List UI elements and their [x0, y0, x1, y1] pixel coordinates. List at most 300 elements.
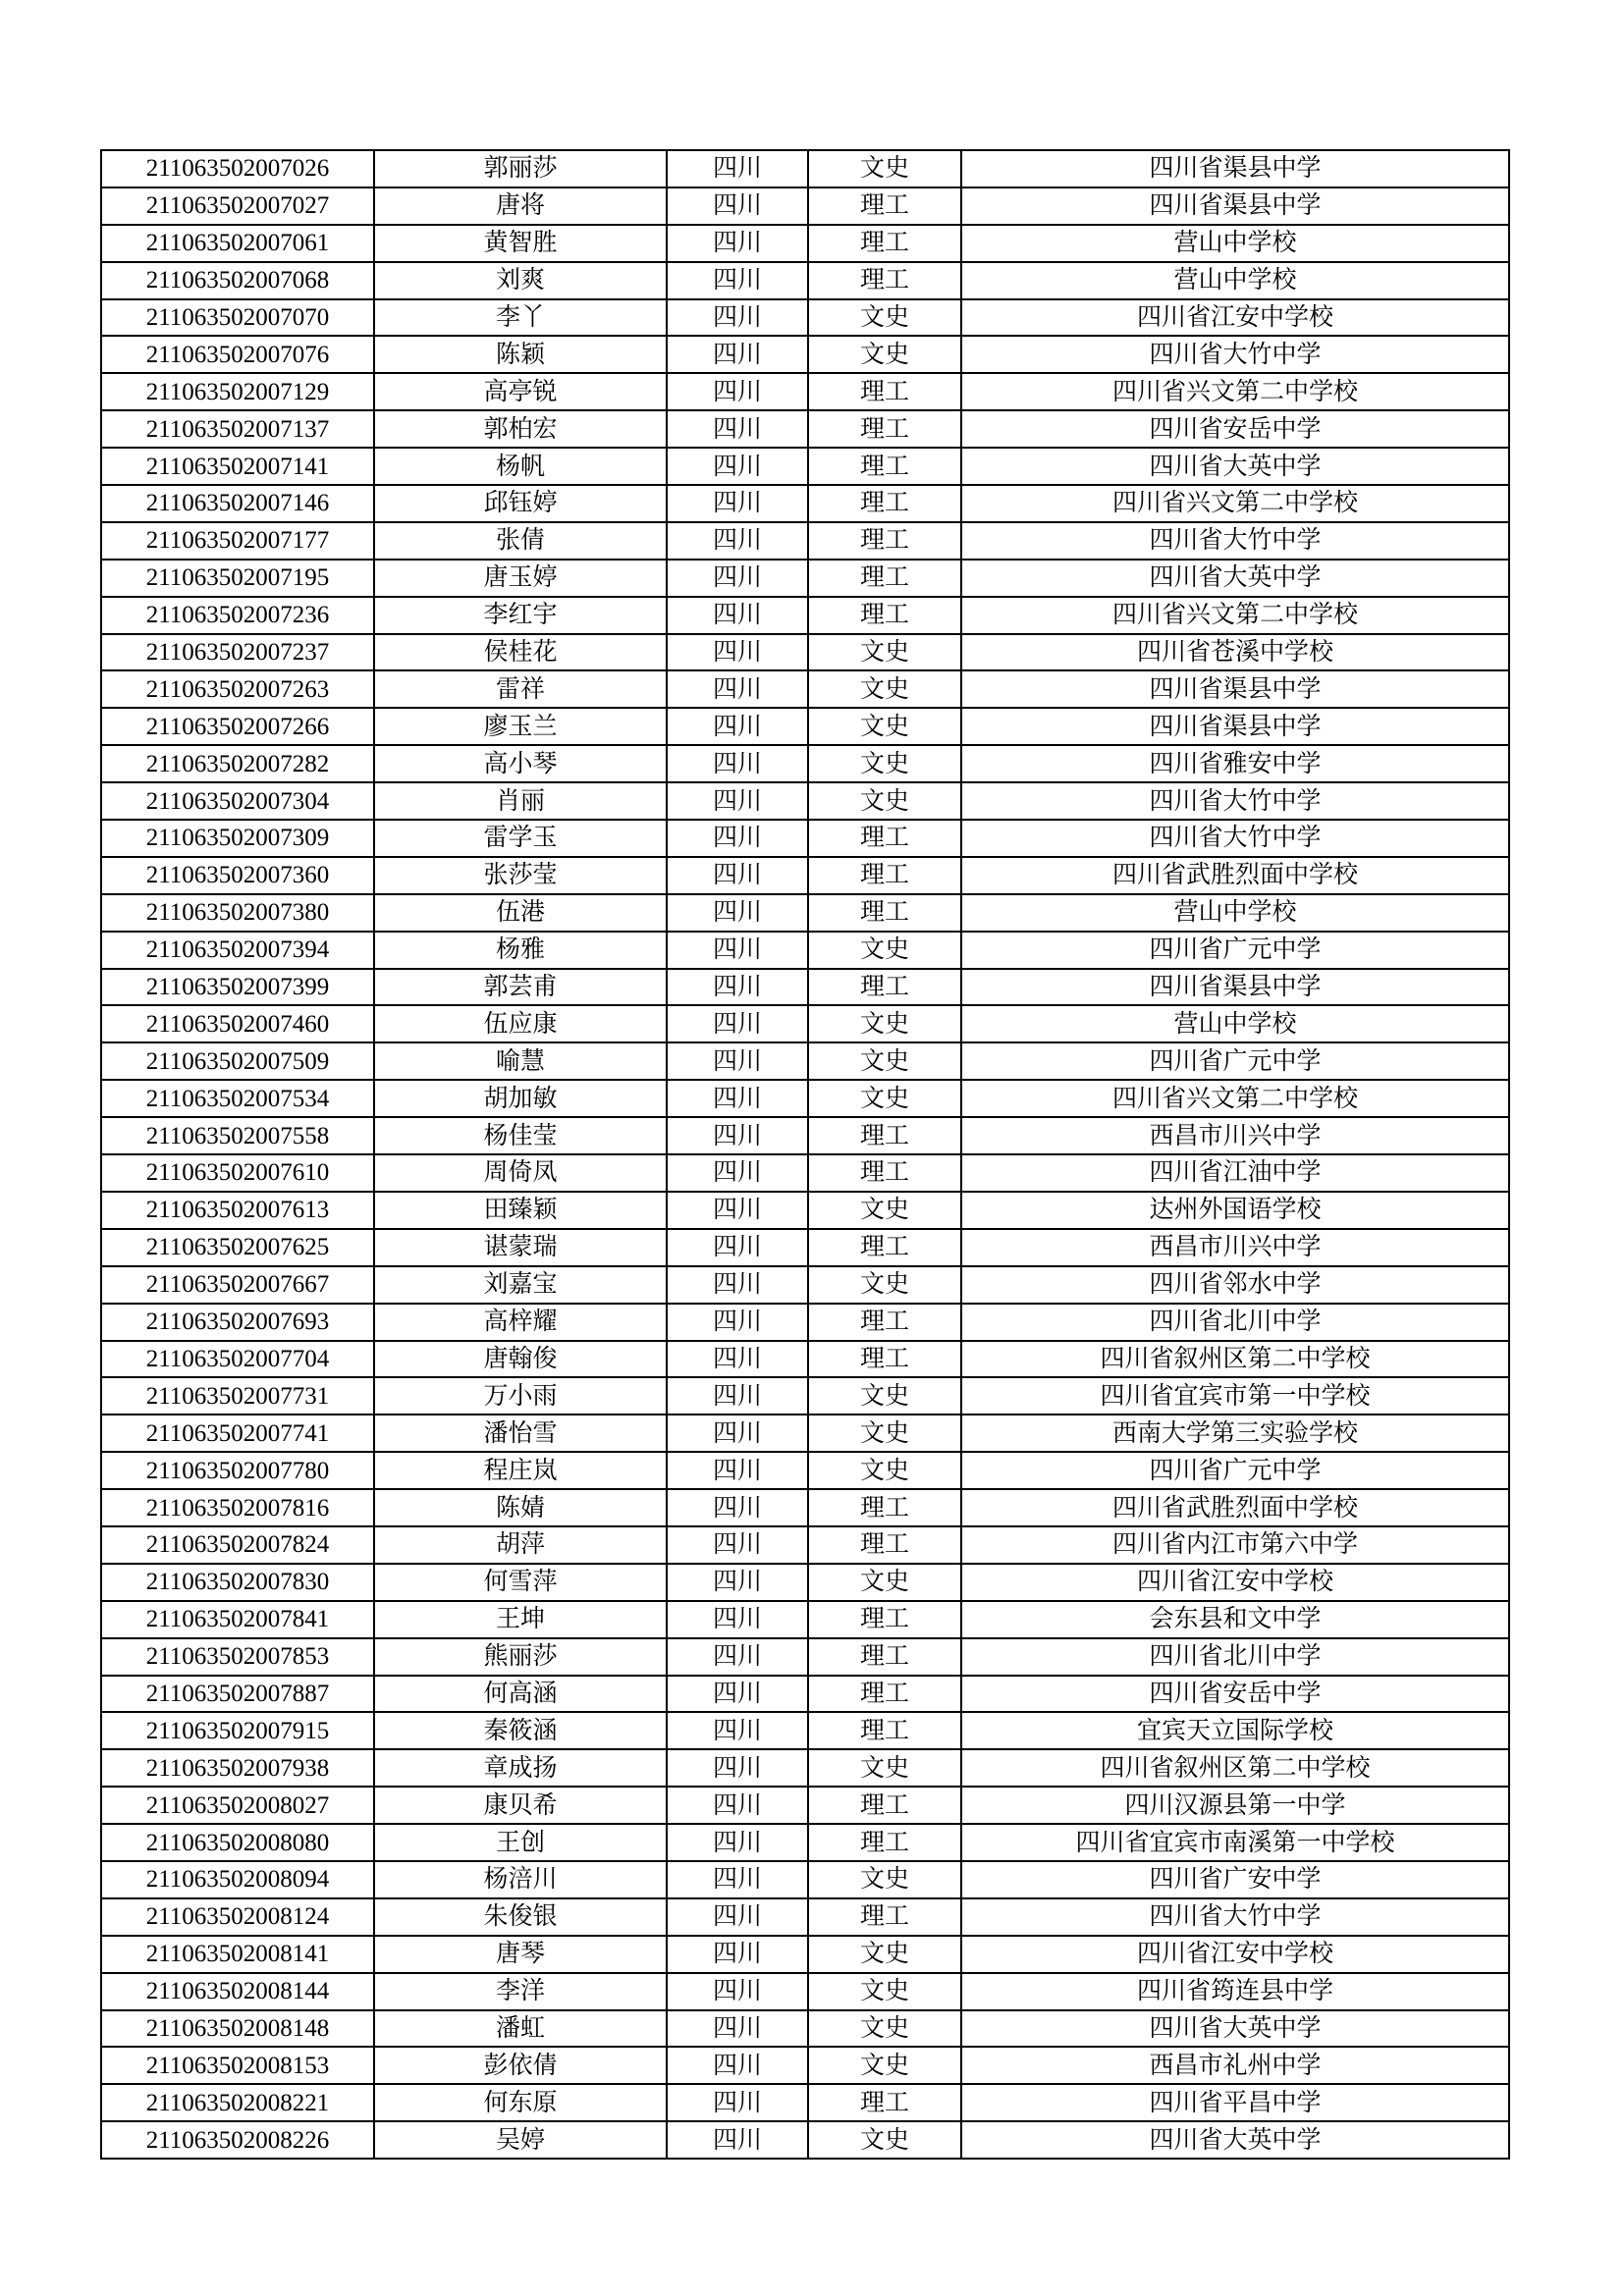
province-cell: 四川 [667, 820, 808, 857]
exam-id-cell: 211063502007824 [101, 1526, 374, 1564]
province-cell: 四川 [667, 1676, 808, 1713]
subject-track-cell: 文史 [808, 932, 961, 969]
table-row [101, 932, 1509, 969]
exam-id-cell: 211063502007534 [101, 1080, 374, 1117]
school-cell: 四川省兴文第二中学校 [961, 597, 1509, 634]
exam-id-cell: 211063502007887 [101, 1676, 374, 1713]
province-cell: 四川 [667, 894, 808, 932]
exam-id-cell: 211063502007070 [101, 299, 374, 337]
province-cell: 四川 [667, 597, 808, 634]
exam-id-cell: 211063502007195 [101, 560, 374, 597]
province-cell: 四川 [667, 522, 808, 560]
table-row [101, 1601, 1509, 1638]
subject-track-cell: 文史 [808, 1042, 961, 1080]
name-cell: 彭依倩 [374, 2047, 667, 2084]
subject-track-cell: 理工 [808, 1824, 961, 1861]
name-cell: 廖玉兰 [374, 708, 667, 745]
table-row [101, 262, 1509, 299]
name-cell: 陈颖 [374, 336, 667, 373]
school-cell: 四川省兴文第二中学校 [961, 1080, 1509, 1117]
school-cell: 四川省渠县中学 [961, 670, 1509, 708]
subject-track-cell: 文史 [808, 1564, 961, 1601]
exam-id-cell: 211063502007129 [101, 373, 374, 410]
school-cell: 四川省大竹中学 [961, 1898, 1509, 1936]
province-cell: 四川 [667, 150, 808, 187]
name-cell: 陈婧 [374, 1489, 667, 1526]
name-cell: 唐玉婷 [374, 560, 667, 597]
province-cell: 四川 [667, 410, 808, 448]
subject-track-cell: 文史 [808, 336, 961, 373]
province-cell: 四川 [667, 1489, 808, 1526]
subject-track-cell: 文史 [808, 2010, 961, 2048]
exam-id-cell: 211063502008124 [101, 1898, 374, 1936]
name-cell: 雷学玉 [374, 820, 667, 857]
name-cell: 周倚凤 [374, 1154, 667, 1192]
name-cell: 谌蒙瑞 [374, 1229, 667, 1266]
table-row [101, 634, 1509, 671]
table-row [101, 1304, 1509, 1341]
school-cell: 四川省渠县中学 [961, 969, 1509, 1006]
province-cell: 四川 [667, 1898, 808, 1936]
name-cell: 郭柏宏 [374, 410, 667, 448]
table-row [101, 1564, 1509, 1601]
exam-id-cell: 211063502007731 [101, 1377, 374, 1415]
table-row [101, 1973, 1509, 2010]
subject-track-cell: 理工 [808, 225, 961, 262]
province-cell: 四川 [667, 1080, 808, 1117]
province-cell: 四川 [667, 1005, 808, 1042]
subject-track-cell: 理工 [808, 1526, 961, 1564]
table-row [101, 1080, 1509, 1117]
province-cell: 四川 [667, 1304, 808, 1341]
name-cell: 田臻颖 [374, 1192, 667, 1229]
subject-track-cell: 文史 [808, 634, 961, 671]
province-cell: 四川 [667, 1229, 808, 1266]
table-row [101, 1898, 1509, 1936]
exam-id-cell: 211063502007068 [101, 262, 374, 299]
subject-track-cell: 文史 [808, 299, 961, 337]
province-cell: 四川 [667, 2047, 808, 2084]
name-cell: 喻慧 [374, 1042, 667, 1080]
province-cell: 四川 [667, 225, 808, 262]
province-cell: 四川 [667, 2010, 808, 2048]
subject-track-cell: 文史 [808, 1377, 961, 1415]
table-row [101, 1526, 1509, 1564]
province-cell: 四川 [667, 1377, 808, 1415]
exam-id-cell: 211063502007816 [101, 1489, 374, 1526]
table-row [101, 1341, 1509, 1378]
subject-track-cell: 理工 [808, 1341, 961, 1378]
table-row [101, 782, 1509, 820]
exam-id-cell: 211063502007360 [101, 857, 374, 894]
name-cell: 胡加敏 [374, 1080, 667, 1117]
subject-track-cell: 理工 [808, 1489, 961, 1526]
subject-track-cell: 理工 [808, 1229, 961, 1266]
subject-track-cell: 理工 [808, 187, 961, 225]
school-cell: 达州外国语学校 [961, 1192, 1509, 1229]
exam-id-cell: 211063502007076 [101, 336, 374, 373]
school-cell: 西南大学第三实验学校 [961, 1415, 1509, 1452]
name-cell: 侯桂花 [374, 634, 667, 671]
subject-track-cell: 理工 [808, 485, 961, 522]
school-cell: 营山中学校 [961, 262, 1509, 299]
subject-track-cell: 文史 [808, 782, 961, 820]
school-cell: 四川省叙州区第二中学校 [961, 1341, 1509, 1378]
exam-id-cell: 211063502007394 [101, 932, 374, 969]
table-row [101, 373, 1509, 410]
name-cell: 张倩 [374, 522, 667, 560]
province-cell: 四川 [667, 1638, 808, 1676]
name-cell: 王坤 [374, 1601, 667, 1638]
name-cell: 高亭锐 [374, 373, 667, 410]
exam-id-cell: 211063502007625 [101, 1229, 374, 1266]
school-cell: 四川省兴文第二中学校 [961, 485, 1509, 522]
exam-id-cell: 211063502008094 [101, 1861, 374, 1898]
school-cell: 四川省广安中学 [961, 1861, 1509, 1898]
table-row [101, 336, 1509, 373]
school-cell: 四川省叙州区第二中学校 [961, 1749, 1509, 1787]
table-row [101, 485, 1509, 522]
subject-track-cell: 理工 [808, 560, 961, 597]
exam-id-cell: 211063502008221 [101, 2084, 374, 2121]
subject-track-cell: 文史 [808, 1936, 961, 1973]
school-cell: 四川省安岳中学 [961, 410, 1509, 448]
exam-id-cell: 211063502007741 [101, 1415, 374, 1452]
province-cell: 四川 [667, 1601, 808, 1638]
exam-id-cell: 211063502007061 [101, 225, 374, 262]
name-cell: 雷祥 [374, 670, 667, 708]
name-cell: 杨涪川 [374, 1861, 667, 1898]
school-cell: 四川省宜宾市第一中学校 [961, 1377, 1509, 1415]
school-cell: 会东县和文中学 [961, 1601, 1509, 1638]
school-cell: 四川省大英中学 [961, 448, 1509, 485]
exam-id-cell: 211063502008080 [101, 1824, 374, 1861]
exam-id-cell: 211063502008153 [101, 2047, 374, 2084]
school-cell: 四川省苍溪中学校 [961, 634, 1509, 671]
table-row [101, 1712, 1509, 1749]
school-cell: 四川省北川中学 [961, 1304, 1509, 1341]
subject-track-cell: 理工 [808, 1898, 961, 1936]
school-cell: 营山中学校 [961, 894, 1509, 932]
province-cell: 四川 [667, 485, 808, 522]
province-cell: 四川 [667, 1415, 808, 1452]
school-cell: 四川省江安中学校 [961, 299, 1509, 337]
province-cell: 四川 [667, 670, 808, 708]
province-cell: 四川 [667, 708, 808, 745]
table-row [101, 1377, 1509, 1415]
subject-track-cell: 理工 [808, 1117, 961, 1154]
exam-id-cell: 211063502007693 [101, 1304, 374, 1341]
subject-track-cell: 理工 [808, 894, 961, 932]
table-row [101, 2047, 1509, 2084]
province-cell: 四川 [667, 373, 808, 410]
subject-track-cell: 理工 [808, 1676, 961, 1713]
province-cell: 四川 [667, 1117, 808, 1154]
table-row [101, 1117, 1509, 1154]
table-row [101, 2010, 1509, 2048]
table-row [101, 1936, 1509, 1973]
exam-id-cell: 211063502007266 [101, 708, 374, 745]
table-row [101, 969, 1509, 1006]
province-cell: 四川 [667, 262, 808, 299]
subject-track-cell: 文史 [808, 150, 961, 187]
province-cell: 四川 [667, 1564, 808, 1601]
exam-id-cell: 211063502007558 [101, 1117, 374, 1154]
exam-id-cell: 211063502007282 [101, 745, 374, 782]
subject-track-cell: 文史 [808, 1861, 961, 1898]
table-body [101, 150, 1509, 2159]
province-cell: 四川 [667, 1749, 808, 1787]
table-row [101, 1192, 1509, 1229]
subject-track-cell: 文史 [808, 1749, 961, 1787]
exam-id-cell: 211063502007237 [101, 634, 374, 671]
name-cell: 李红宇 [374, 597, 667, 634]
name-cell: 刘嘉宝 [374, 1266, 667, 1304]
exam-id-cell: 211063502007263 [101, 670, 374, 708]
subject-track-cell: 理工 [808, 410, 961, 448]
subject-track-cell: 理工 [808, 522, 961, 560]
table-row [101, 150, 1509, 187]
school-cell: 四川省大英中学 [961, 2121, 1509, 2159]
name-cell: 杨雅 [374, 932, 667, 969]
province-cell: 四川 [667, 448, 808, 485]
name-cell: 邱钰婷 [374, 485, 667, 522]
subject-track-cell: 文史 [808, 2047, 961, 2084]
subject-track-cell: 文史 [808, 708, 961, 745]
table-row [101, 1415, 1509, 1452]
exam-id-cell: 211063502007146 [101, 485, 374, 522]
province-cell: 四川 [667, 969, 808, 1006]
subject-track-cell: 理工 [808, 1304, 961, 1341]
school-cell: 宜宾天立国际学校 [961, 1712, 1509, 1749]
name-cell: 李洋 [374, 1973, 667, 2010]
school-cell: 四川省大英中学 [961, 2010, 1509, 2048]
name-cell: 唐琴 [374, 1936, 667, 1973]
table-row [101, 187, 1509, 225]
exam-id-cell: 211063502008144 [101, 1973, 374, 2010]
subject-track-cell: 理工 [808, 1601, 961, 1638]
school-cell: 四川汉源县第一中学 [961, 1787, 1509, 1824]
school-cell: 四川省大竹中学 [961, 820, 1509, 857]
province-cell: 四川 [667, 782, 808, 820]
table-row [101, 299, 1509, 337]
subject-track-cell: 文史 [808, 670, 961, 708]
province-cell: 四川 [667, 1192, 808, 1229]
school-cell: 四川省宜宾市南溪第一中学校 [961, 1824, 1509, 1861]
subject-track-cell: 理工 [808, 1712, 961, 1749]
province-cell: 四川 [667, 1341, 808, 1378]
province-cell: 四川 [667, 560, 808, 597]
province-cell: 四川 [667, 1042, 808, 1080]
school-cell: 四川省江油中学 [961, 1154, 1509, 1192]
table-row [101, 1229, 1509, 1266]
exam-id-cell: 211063502007841 [101, 1601, 374, 1638]
subject-track-cell: 理工 [808, 2084, 961, 2121]
school-cell: 四川省筠连县中学 [961, 1973, 1509, 2010]
province-cell: 四川 [667, 2084, 808, 2121]
subject-track-cell: 理工 [808, 820, 961, 857]
exam-id-cell: 211063502008141 [101, 1936, 374, 1973]
subject-track-cell: 文史 [808, 1192, 961, 1229]
exam-id-cell: 211063502007667 [101, 1266, 374, 1304]
subject-track-cell: 文史 [808, 1415, 961, 1452]
school-cell: 四川省武胜烈面中学校 [961, 1489, 1509, 1526]
table-row [101, 820, 1509, 857]
school-cell: 四川省大竹中学 [961, 782, 1509, 820]
name-cell: 唐翰俊 [374, 1341, 667, 1378]
table-row [101, 2084, 1509, 2121]
exam-id-cell: 211063502008027 [101, 1787, 374, 1824]
name-cell: 何雪萍 [374, 1564, 667, 1601]
table-row [101, 708, 1509, 745]
school-cell: 四川省兴文第二中学校 [961, 373, 1509, 410]
subject-track-cell: 理工 [808, 1638, 961, 1676]
province-cell: 四川 [667, 187, 808, 225]
table-row [101, 1154, 1509, 1192]
name-cell: 高梓耀 [374, 1304, 667, 1341]
province-cell: 四川 [667, 634, 808, 671]
exam-id-cell: 211063502007853 [101, 1638, 374, 1676]
table-row [101, 1824, 1509, 1861]
subject-track-cell: 文史 [808, 1266, 961, 1304]
table-row [101, 522, 1509, 560]
table-row [101, 1005, 1509, 1042]
name-cell: 杨佳莹 [374, 1117, 667, 1154]
subject-track-cell: 理工 [808, 969, 961, 1006]
name-cell: 杨帆 [374, 448, 667, 485]
province-cell: 四川 [667, 1787, 808, 1824]
subject-track-cell: 理工 [808, 1787, 961, 1824]
school-cell: 四川省大竹中学 [961, 336, 1509, 373]
exam-id-cell: 211063502007399 [101, 969, 374, 1006]
subject-track-cell: 理工 [808, 373, 961, 410]
table-row [101, 410, 1509, 448]
exam-id-cell: 211063502007309 [101, 820, 374, 857]
exam-id-cell: 211063502007610 [101, 1154, 374, 1192]
table-row [101, 1787, 1509, 1824]
table-row [101, 1861, 1509, 1898]
table-row [101, 1452, 1509, 1489]
exam-id-cell: 211063502007830 [101, 1564, 374, 1601]
exam-id-cell: 211063502007236 [101, 597, 374, 634]
exam-id-cell: 211063502007137 [101, 410, 374, 448]
name-cell: 秦筱涵 [374, 1712, 667, 1749]
school-cell: 四川省大英中学 [961, 560, 1509, 597]
table-row [101, 1676, 1509, 1713]
table-row [101, 597, 1509, 634]
table-row [101, 2121, 1509, 2159]
name-cell: 潘怡雪 [374, 1415, 667, 1452]
name-cell: 程庄岚 [374, 1452, 667, 1489]
subject-track-cell: 理工 [808, 1154, 961, 1192]
exam-id-cell: 211063502007304 [101, 782, 374, 820]
province-cell: 四川 [667, 1526, 808, 1564]
school-cell: 营山中学校 [961, 225, 1509, 262]
name-cell: 熊丽莎 [374, 1638, 667, 1676]
exam-id-cell: 211063502007380 [101, 894, 374, 932]
school-cell: 西昌市川兴中学 [961, 1117, 1509, 1154]
name-cell: 潘虹 [374, 2010, 667, 2048]
exam-id-cell: 211063502008148 [101, 2010, 374, 2048]
name-cell: 张莎莹 [374, 857, 667, 894]
province-cell: 四川 [667, 299, 808, 337]
name-cell: 伍应康 [374, 1005, 667, 1042]
name-cell: 李丫 [374, 299, 667, 337]
name-cell: 郭丽莎 [374, 150, 667, 187]
exam-id-cell: 211063502007780 [101, 1452, 374, 1489]
exam-id-cell: 211063502007141 [101, 448, 374, 485]
table-row [101, 225, 1509, 262]
school-cell: 四川省安岳中学 [961, 1676, 1509, 1713]
province-cell: 四川 [667, 1861, 808, 1898]
school-cell: 四川省广元中学 [961, 1452, 1509, 1489]
table-row [101, 1266, 1509, 1304]
school-cell: 四川省邻水中学 [961, 1266, 1509, 1304]
student-list-table [100, 149, 1510, 2160]
school-cell: 营山中学校 [961, 1005, 1509, 1042]
table-row [101, 745, 1509, 782]
school-cell: 西昌市礼州中学 [961, 2047, 1509, 2084]
table-row [101, 857, 1509, 894]
exam-id-cell: 211063502007027 [101, 187, 374, 225]
school-cell: 西昌市川兴中学 [961, 1229, 1509, 1266]
table-row [101, 1638, 1509, 1676]
subject-track-cell: 文史 [808, 1973, 961, 2010]
name-cell: 王创 [374, 1824, 667, 1861]
subject-track-cell: 理工 [808, 857, 961, 894]
name-cell: 何东原 [374, 2084, 667, 2121]
name-cell: 万小雨 [374, 1377, 667, 1415]
school-cell: 四川省广元中学 [961, 1042, 1509, 1080]
exam-id-cell: 211063502007938 [101, 1749, 374, 1787]
name-cell: 高小琴 [374, 745, 667, 782]
province-cell: 四川 [667, 1154, 808, 1192]
name-cell: 黄智胜 [374, 225, 667, 262]
table-row [101, 1489, 1509, 1526]
province-cell: 四川 [667, 1824, 808, 1861]
school-cell: 四川省渠县中学 [961, 187, 1509, 225]
school-cell: 四川省渠县中学 [961, 708, 1509, 745]
school-cell: 四川省内江市第六中学 [961, 1526, 1509, 1564]
name-cell: 刘爽 [374, 262, 667, 299]
exam-id-cell: 211063502007177 [101, 522, 374, 560]
exam-id-cell: 211063502007704 [101, 1341, 374, 1378]
school-cell: 四川省江安中学校 [961, 1936, 1509, 1973]
exam-id-cell: 211063502007026 [101, 150, 374, 187]
name-cell: 唐将 [374, 187, 667, 225]
school-cell: 四川省武胜烈面中学校 [961, 857, 1509, 894]
name-cell: 胡萍 [374, 1526, 667, 1564]
name-cell: 章成扬 [374, 1749, 667, 1787]
subject-track-cell: 文史 [808, 1080, 961, 1117]
province-cell: 四川 [667, 2121, 808, 2159]
name-cell: 康贝希 [374, 1787, 667, 1824]
table-row [101, 448, 1509, 485]
school-cell: 四川省广元中学 [961, 932, 1509, 969]
school-cell: 四川省大竹中学 [961, 522, 1509, 560]
name-cell: 朱俊银 [374, 1898, 667, 1936]
exam-id-cell: 211063502007460 [101, 1005, 374, 1042]
exam-id-cell: 211063502007613 [101, 1192, 374, 1229]
school-cell: 四川省江安中学校 [961, 1564, 1509, 1601]
name-cell: 郭芸甫 [374, 969, 667, 1006]
province-cell: 四川 [667, 1266, 808, 1304]
subject-track-cell: 理工 [808, 448, 961, 485]
province-cell: 四川 [667, 1973, 808, 2010]
province-cell: 四川 [667, 745, 808, 782]
table-row [101, 1749, 1509, 1787]
subject-track-cell: 文史 [808, 1452, 961, 1489]
